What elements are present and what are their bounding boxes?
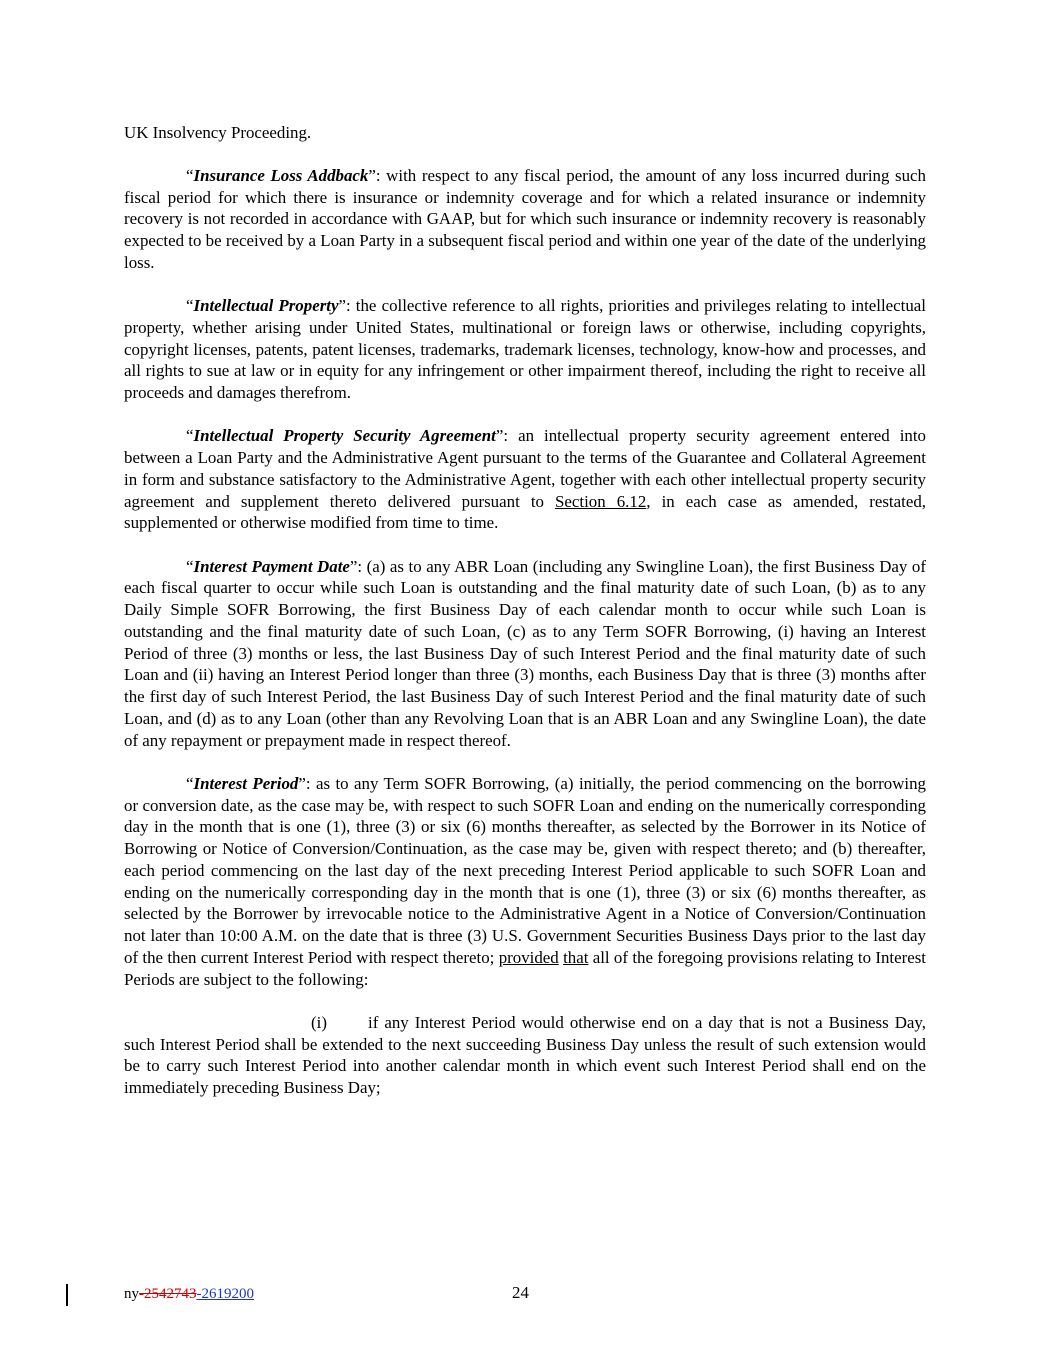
inserted-document-id: -2619200 [196, 1286, 254, 1302]
definition-intellectual-property: “Intellectual Property”: the collective reference to all rights, priorities and privileges relating to intellectual property, whether arising under United States, multinational or foreign laws or otherwise, including copyrights, copyright licenses, patents, patent licenses, trademarks, trademark licenses, technology, know-how and processes, and all rights to sue at law or in equity for any infringement or other impairment thereof, including the right to receive all proceeds and damages therefrom. [124, 296, 926, 402]
clause-i [124, 1012, 926, 1099]
that-keyword: that [563, 947, 589, 967]
definition-body: : (a) as to any ABR Loan (including any Swingline Loan), the first Business Day of each fiscal quarter to occur while such Loan is outstanding and the final maturity date of such Loan, (b) as to any Daily Simple SOFR Borrowing, the first Business Day of each calendar month to occur while such Loan is outstanding and the final maturity date of such Loan, (c) as to any Term SOFR Borrowing, (i) having an Interest Period of three (3) months or less, the last Business Day of such Interest Period and the final maturity date of such Loan and (ii) having an Interest Period longer than three (3) months, each Business Day that is three (3) months after the first day of such Interest Period, the last Business Day of such Interest Period and the final maturity date of such Loan, and (d) as to any Loan (other than any Revolving Loan that is an ABR Loan and any Swingline Loan), the date of any repayment or prepayment made in respect thereof. [124, 556, 926, 750]
defined-term: Intellectual Property [193, 296, 339, 315]
defined-term: Insurance Loss Addback [193, 165, 369, 185]
change-bar [66, 1284, 68, 1306]
document-id-prefix: ny [124, 1286, 139, 1302]
definition-body-end: all of the foregoing provisions relating to Interest Periods are subject to the following: [124, 947, 926, 989]
continuation-text: UK Insolvency Proceeding. [124, 123, 312, 142]
document-id [124, 1286, 254, 1303]
definition-body: : the collective reference to all rights, priorities and privileges relating to intellectual property, whether arising under United States, multinational or foreign laws or otherwise, including copyrights, copyright licenses, patents, patent licenses, trademarks, trademark licenses, technology, know-how and processes, and all rights to sue at law or in equity for any infringement or other impairment thereof, including the right to receive all proceeds and damages therefrom. [124, 296, 926, 402]
deleted-document-id: -2542743 [139, 1286, 197, 1302]
definition-body: : with respect to any fiscal period, the amount of any loss incurred during such fiscal period for which there is insurance or indemnity coverage and for which a related insurance or indemnity recovery is not recorded in accordance with GAAP, but for which such insurance or indemnity recovery is reasonably expected to be received by a Loan Party in a subsequent fiscal period and within one year of the date of the underlying loss. [124, 165, 926, 272]
definition-body: : as to any Term SOFR Borrowing, (a) initially, the period commencing on the borrowing or conversion date, as the case may be, with respect to such SOFR Loan and ending on the numerically corresponding day in the month that is one (1), three (3) or six (6) months thereafter, as selected by the Borrower in its Notice of Borrowing or Notice of Conversion/Continuation, as the case may be, given with respect thereto; and (b) thereafter, each period commencing on the last day of the next preceding Interest Period applicable to such SOFR Loan and ending on the numerically corresponding day in the month that is one (1), three (3) or six (6) months thereafter, as selected by the Borrower by irrevocable notice to the Administrative Agent in a Notice of Conversion/Continuation not later than 10:00 A.M. on the date that is three (3) U.S. Government Securities Business Days prior to the last day of the then current Interest Period with respect thereto; [124, 773, 926, 967]
defined-term: Interest Period [193, 773, 299, 793]
defined-term: Interest Payment Date [193, 556, 350, 576]
clause-text: if any Interest Period would otherwise end on a day that is not a Business Day, such Interest Period shall be extended to the next succeeding Business Day unless the result of such extension would be to carry such Interest Period into another calendar month in which event such Interest Period shall end on the immediately preceding Business Day; [124, 1012, 926, 1097]
definition-ip-security-agreement: “Intellectual Property Security Agreement”: an intellectual property security agreement entered into between a Loan Party and the Administrative Agent pursuant to the terms of the Guarantee and Collateral Agreement in form and substance satisfactory to the Administrative Agent, together with each other intellectual property security agreement and supplement thereto delivered pursuant to Section 6.12, in each case as amended, restated, supplemented or otherwise modified from time to time. [124, 426, 926, 533]
definition-body-end: , in each case as amended, restated, supplemented or otherwise modified from time to time. [124, 491, 926, 533]
page-number: 24 [512, 1283, 529, 1302]
definition-body: : an intellectual property security agreement entered into between a Loan Party and the Administrative Agent pursuant to the terms of the Guarantee and Collateral Agreement in form and substance satisfactory to the Administrative Agent, together with each other intellectual property security agreement and supplement thereto delivered pursuant to [124, 426, 926, 511]
document-page [124, 122, 926, 1120]
definition-interest-payment-date: “Interest Payment Date”: (a) as to any ABR Loan (including any Swingline Loan), the first Business Day of each fiscal quarter to occur while such Loan is outstanding and the final maturity date of such Loan, (b) as to any Daily Simple SOFR Borrowing, the first Business Day of each calendar month to occur while such Loan is outstanding and the final maturity date of such Loan, (c) as to any Term SOFR Borrowing, (i) having an Interest Period of three (3) months or less, the last Business Day of such Interest Period and the final maturity date of such Loan and (ii) having an Interest Period longer than three (3) months, each Business Day that is three (3) months after the first day of such Interest Period, the last Business Day of such Interest Period and the final maturity date of such Loan, and (d) as to any Loan (other than any Revolving Loan that is an ABR Loan and any Swingline Loan), the date of any repayment or prepayment made in respect thereof. [124, 556, 926, 750]
section-reference-link[interactable]: Section 6.12 [555, 491, 647, 511]
definition-interest-period: “Interest Period”: as to any Term SOFR Borrowing, (a) initially, the period commencing on the borrowing or conversion date, as the case may be, with respect to such SOFR Loan and ending on the numerically corresponding day in the month that is one (1), three (3) or six (6) months thereafter, as selected by the Borrower in its Notice of Borrowing or Notice of Conversion/Continuation, as the case may be, given with respect thereto; and (b) thereafter, each period commencing on the last day of the next preceding Interest Period applicable to such SOFR Loan and ending on the numerically corresponding day in the month that is one (1), three (3) or six (6) months thereafter, as selected by the Borrower by irrevocable notice to the Administrative Agent in a Notice of Conversion/Continuation not later than 10:00 A.M. on the date that is three (3) U.S. Government Securities Business Days prior to the last day of the then current Interest Period with respect thereto; provided that all of the foregoing provisions relating to Interest Periods are subject to the following: [124, 773, 926, 989]
clause-number: (i) [311, 1012, 327, 1032]
defined-term: Intellectual Property Security Agreement [193, 426, 496, 446]
provided-keyword: provided [498, 947, 559, 967]
definition-insurance-loss-addback: “Insurance Loss Addback”: with respect to any fiscal period, the amount of any loss incurred during such fiscal period for which there is insurance or indemnity coverage and for which a related insurance or indemnity recovery is not recorded in accordance with GAAP, but for which such insurance or indemnity recovery is reasonably expected to be received by a Loan Party in a subsequent fiscal period and within one year of the date of the underlying loss. [124, 165, 926, 272]
